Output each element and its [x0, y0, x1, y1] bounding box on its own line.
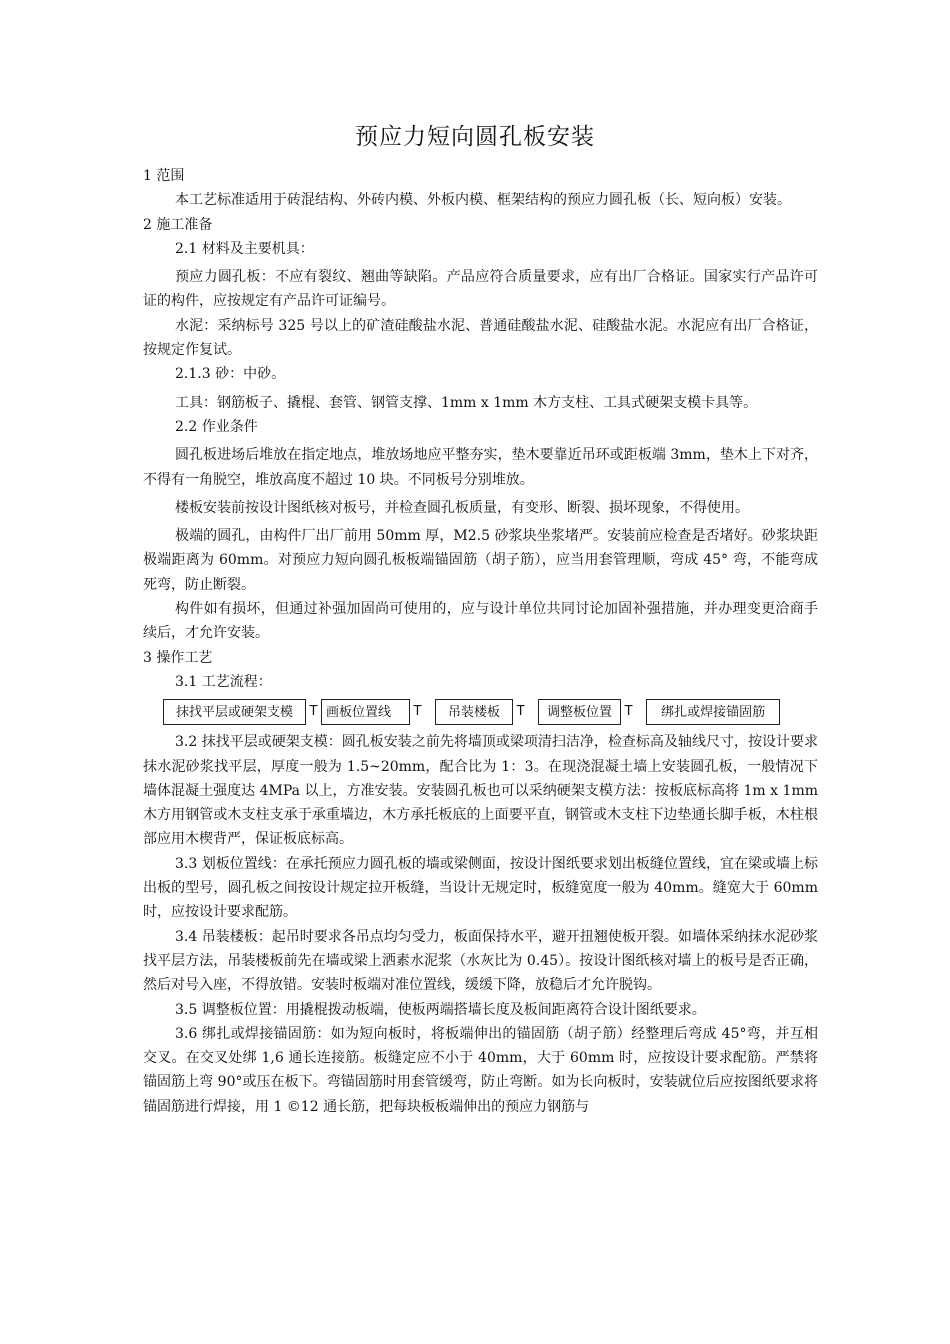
paragraph: 本工艺标准适用于砖混结构、外砖内模、外板内模、框架结构的预应力圆孔板（长、短向板）安装。	[175, 192, 791, 209]
paragraph: 3.5 调整板位置：用撬棍拨动板端，使板两端搭墙长度及板间距离符合设计图纸要求。	[175, 1001, 706, 1018]
flow-arrow: T	[624, 704, 633, 720]
section-heading-2: 2 施工准备	[143, 216, 213, 233]
flow-arrow: T	[516, 704, 525, 720]
paragraph: 3.2 抹找平层或硬架支模：圆孔板安装之前先将墙顶或梁项清扫洁净，检查标高及轴线尺寸，按设计要求抹水泥砂浆找平层，厚度一般为 1.5~20mm，配合比为 1：3。在现浇混凝土墙上安装圆孔板，一般情况下墙体混凝土强度达 4MPa 以上，方准安装。安装圆孔板也可以采纳硬架支模方法：按板底标高将 1m x 1mm 木方用钢管或木支柱支承于承重墙边，木方承托板底的上面要平直，钢管或木支柱下边垫通长脚手板，木柱根部应用木楔背严，保证板底标高。	[143, 734, 818, 848]
paragraph: 构件如有损坏，但通过补强加固尚可使用的，应与设计单位共同讨论加固补强措施，并办理变更洽商手续后，才允许安装。	[143, 601, 818, 642]
flow-step-4: 调整板位置	[538, 699, 621, 725]
paragraph: 3.4 吊装楼板：起吊时要求各吊点均匀受力，板面保持水平，避开扭翘使板开裂。如墙体采纳抹水泥砂浆找平层方法，吊装楼板前先在墙或梁上洒素水泥浆（水灰比为 0.45）。按设计图纸核对墙上的板号是否正确，然后对号入座，不得放错。安装时板端对准位置线，缓缓下降，放稳后才允许脱钩。	[143, 928, 818, 994]
document-title: 预应力短向圆孔板安装	[355, 124, 595, 150]
flow-step-3: 吊装楼板	[435, 699, 513, 725]
paragraph: 楼板安装前按设计图纸核对板号，并检查圆孔板质量，有变形、断裂、损坏现象，不得使用。	[175, 499, 749, 516]
paragraph: 3.6 绑扎或焊接锚固筋：如为短向板时，将板端伸出的锚固筋（胡子筋）经整理后弯成 45°弯，并互相交叉。在交叉处绑 1,6 通长连接筋。板缝定应不小于 40mm，大于 60mm 时，应按设计要求配筋。严禁将锚固筋上弯 90°或压在板下。弯锚固筋时用套管缓弯，防止弯断。如为长向板时，安装就位后应按图纸要求将锚固筋进行焊接，用 1 ©12 通长筋，把每块板板端伸出的预应力钢筋与	[143, 1025, 818, 1115]
subsection-heading: 2.2 作业条件	[175, 418, 258, 435]
subsection-heading: 2.1 材料及主要机具：	[175, 240, 314, 257]
paragraph: 2.1.3 砂：中砂。	[175, 366, 286, 383]
flow-arrow: T	[309, 704, 318, 720]
flow-step-5: 绑扎或焊接锚固筋	[646, 699, 780, 725]
subsection-heading: 3.1 工艺流程：	[175, 673, 272, 690]
flow-step-2: 画板位置线	[321, 699, 410, 725]
section-heading-3: 3 操作工艺	[143, 649, 213, 666]
paragraph: 3.3 划板位置线：在承托预应力圆孔板的墙或梁侧面，按设计图纸要求划出板缝位置线，宜在梁或墙上标出板的型号，圆孔板之间按设计规定拉开板缝，当设计无规定时，板缝宽度一般为 40mm。缝宽大于 60mm 时，应按设计要求配筋。	[143, 855, 818, 921]
section-heading-1: 1 范围	[143, 168, 185, 184]
flow-arrow: T	[413, 704, 422, 720]
process-flow	[163, 697, 818, 727]
paragraph: 水泥：采纳标号 325 号以上的矿渣硅酸盐水泥、普通硅酸盐水泥、硅酸盐水泥。水泥应有出厂合格证，按规定作复试。	[143, 317, 818, 359]
flow-step-1: 抹找平层或硬架支模	[163, 699, 306, 725]
paragraph: 工具：钢筋板子、撬棍、套管、钢管支撑、1mm x 1mm 木方支柱、工具式硬架支模卡具等。	[175, 394, 758, 411]
paragraph: 预应力圆孔板：不应有裂纹、翘曲等缺陷。产品应符合质量要求，应有出厂合格证。国家实行产品许可证的构件，应按规定有产品许可证编号。	[143, 269, 818, 310]
paragraph: 圆孔板进场后堆放在指定地点，堆放场地应平整夯实，垫木要靠近吊环或距板端 3mm，垫木上下对齐，不得有一角脱空，堆放高度不超过 10 块。不同板号分别堆放。	[143, 447, 818, 488]
paragraph: 极端的圆孔，由构件厂出厂前用 50mm 厚，M2.5 砂浆块坐浆堵严。安装前应检查是否堵好。砂浆块距极端距离为 60mm。对预应力短向圆孔板板端锚固筋（胡子筋），应当用套管理顺，弯成 45° 弯，不能弯成死弯，防止断裂。	[143, 528, 818, 593]
document-body	[143, 164, 818, 1119]
